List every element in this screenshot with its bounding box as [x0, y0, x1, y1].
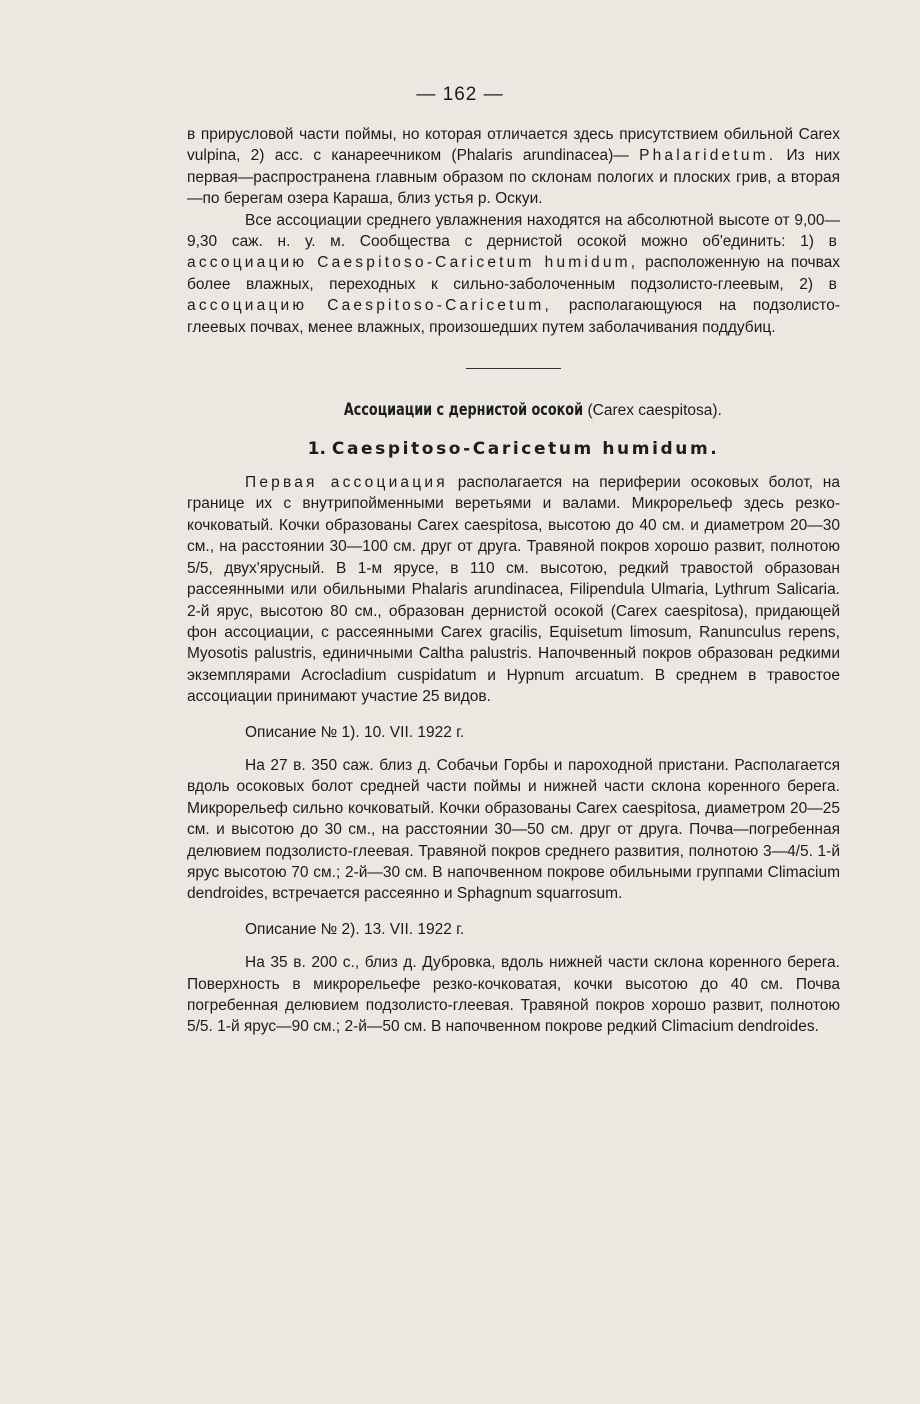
association-name: в ассоциацию Caespitoso-Caricetum humidum, [187, 233, 840, 272]
association-text: располагается на периферии осоковых болот, на границе их с внутрипойменными веретьями и валами. Микрорельеф здесь резко-кочковатый. Кочки образованы Carex caespitosa, высотою до 40 см. и диаметром 20—30 см., на расстоянии 30—100 см. друг от друга. Травяной покров хорошо развит, полнотою 5/5, двух'ярусный. В 1-м ярусе, в 110 см. высотою, редкий травостой образован рассеянными или обильными Phalaris arundinacea, Filipendula Ulmaria, Lythrum Salicaria. 2-й ярус, высотою 80 см., образован дернистой осокой (Carex caespitosa), придающей фон ассоциации, с рассеянными Carex gracilis, Equisetum limosum, Ranunculus repens, Myosotis palustris, единичными Caltha palustris. Напочвенный покров образован редкими экземплярами Acrocladium cuspidatum и Hypnum arcuatum. В среднем в травостое ассоциации принимают участие 25 видов. [187, 474, 840, 706]
description-2-text: На 35 в. 200 с., близ д. Дубровка, вдоль нижней части склона коренного берега. Поверхность в микрорельефе резко-кочковатая, кочки высотою до 40 см. Почва погребенная делювием подзолисто-глеевая. Травяной покров хорошо развит, полнотою 5/5. 1-й ярус—90 см.; 2-й—50 см. В напочвенном покрове редкий Climacium dendroides. [187, 954, 840, 1036]
section-heading [187, 399, 840, 422]
description-2-title: Описание № 2). 13. VII. 1922 г. [245, 920, 465, 938]
spaced-lead: Первая ассоциация [245, 474, 448, 492]
intro-text: в прирусловой части поймы, но которая отличается здесь присутствием обильной Carex vulpina, 2) асс. с канареечником (Phalaris arundinacea)— [187, 126, 840, 165]
spacer [187, 743, 840, 755]
section-divider [466, 368, 561, 369]
intro-text: Из них первая—распространена главным образом по склонам пологих и плоских грив, а вторая—по берегам озера Караша, близ устья р. Оскуи. [187, 147, 841, 208]
spacer [187, 905, 840, 919]
subsection-number: 1. [307, 439, 326, 460]
association-paragraph [187, 472, 840, 707]
intro-text: расположенную на почвах более влажных, переходных к сильно-заболоченным подзолисто-глеевым, 2) [187, 254, 841, 293]
description-1-text: На 27 в. 350 саж. близ д. Собачьи Горбы и пароходной пристани. Располагается вдоль осоковых болот средней части поймы и нижней части склона коренного берега. Микрорельеф сильно кочковатый. Кочки образованы Carex caespitosa, диаметром 20—25 см. и высотою до 30 см., на расстоянии 30—50 см. друг от друга. Почва—погребенная делювием подзолисто-глеевая. Травяной покров среднего развития, полнотою 3—4/5. 1-й ярус высотою 70 см.; 2-й—30 см. В напочвенном покрове обильными группами Climacium dendroides, встречается рассеянно и Sphagnum squarrosum. [187, 756, 840, 903]
subsection-title: Caespitoso-Caricetum humidum. [331, 439, 720, 460]
spacer [187, 708, 840, 722]
subsection-heading [187, 438, 840, 460]
intro-text: Все ассоциации среднего увлажнения находятся на абсолютной высоте от 9,00—9,30 саж. н. у. м. Сообщества с дернистой осокой можно об'единить: 1) [187, 211, 840, 251]
spacer [187, 940, 840, 952]
intro-text: располагающуюся на подзолисто-глеевых почвах, менее влажных, произошедших путем заболачивания поддубиц. [187, 297, 840, 336]
section-heading-latin: (Carex caespitosa). [583, 402, 722, 420]
association-name: в ассоциацию Caespitoso-Caricetum, [187, 275, 840, 315]
intro-paragraph-1 [187, 124, 840, 210]
description-1-title: Описание № 1). 10. VII. 1922 г. [245, 723, 465, 741]
page-number: — 162 — [416, 84, 504, 105]
page-body [187, 124, 840, 1038]
association-name: Phalaridetum. [639, 147, 777, 165]
intro-paragraph-2 [187, 210, 840, 338]
section-heading-title: Ассоциации с дернистой осокой [344, 400, 584, 420]
